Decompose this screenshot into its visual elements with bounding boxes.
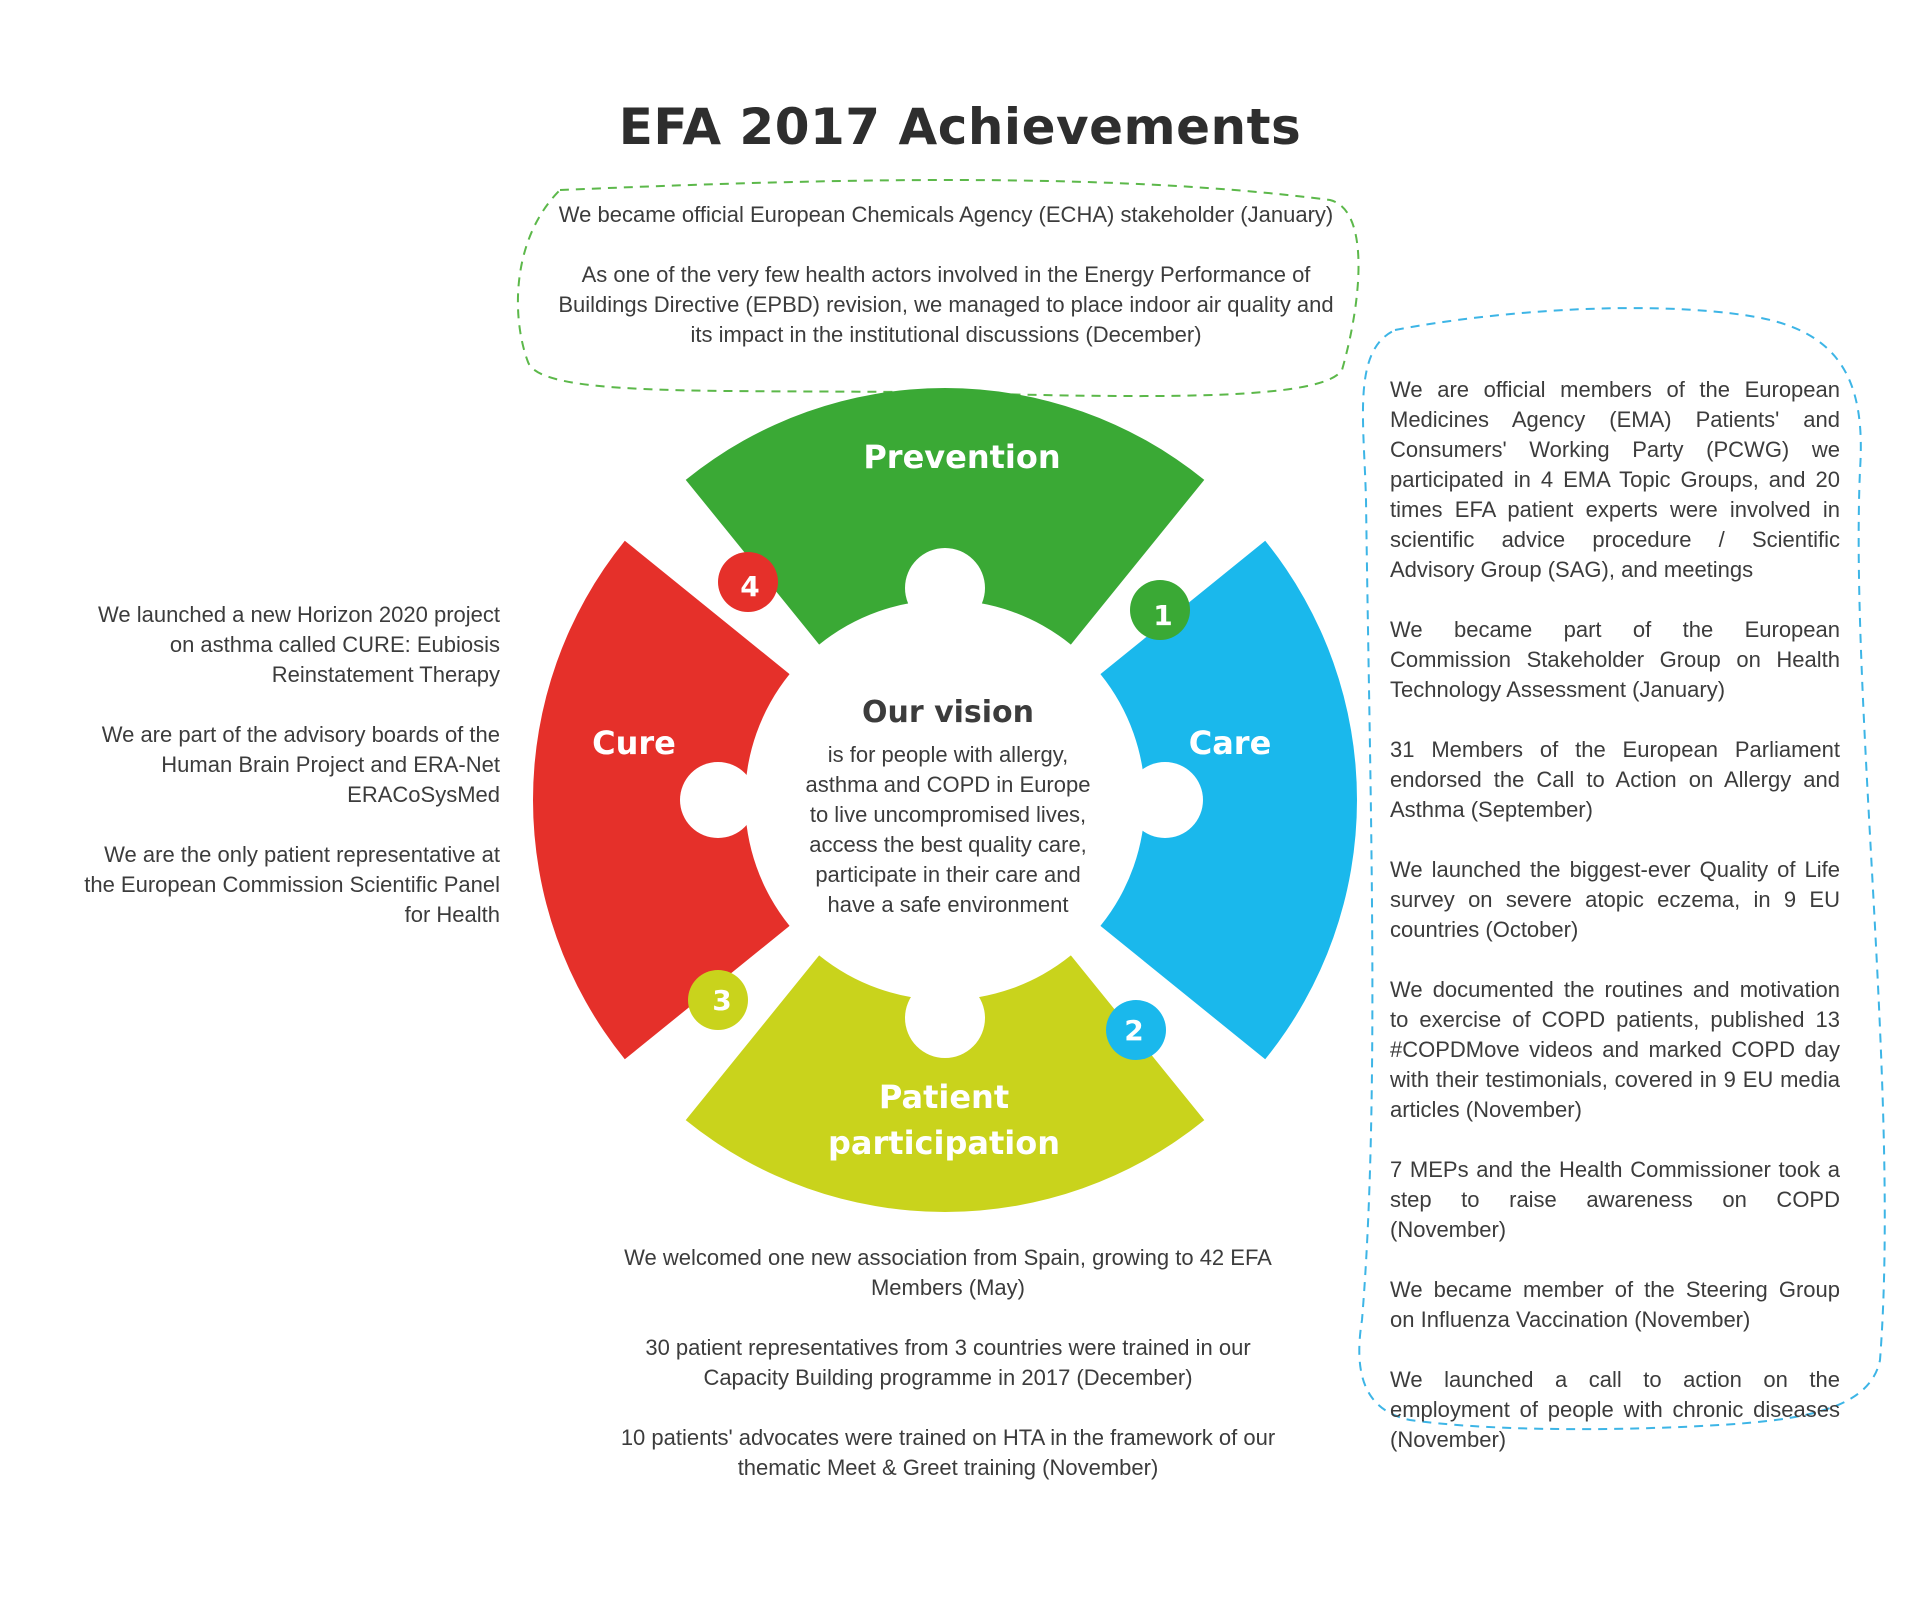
patient-participation-label-line1: Patient [878, 1078, 1010, 1116]
right-item: We became member of the Steering Group on Influenza Vaccination (November) [1390, 1277, 1840, 1332]
right-item: 7 MEPs and the Health Commissioner took a step to raise awareness on COPD (November) [1390, 1157, 1840, 1242]
vision-line: have a safe environment [827, 892, 1069, 917]
left-item: We launched a new Horizon 2020 project on asthma called CURE: Eubiosis Reinstatement Therapy [98, 602, 500, 687]
right-item: We documented the routines and motivation to exercise of COPD patients, published 13 #COPDMove videos and marked COPD day with their testimonials, covered in 9 EU media articles (November) [1390, 977, 1840, 1122]
top-item: As one of the very few health actors involved in the Energy Performance of Buildings Directive (EPBD) revision, we managed to place indoor air quality and its impact in the institutional discussions (December) [558, 262, 1334, 347]
vision-line: asthma and COPD in Europe [805, 772, 1091, 797]
top-item: We became official European Chemicals Agency (ECHA) stakeholder (January) [558, 202, 1334, 227]
number-3: 3 [712, 984, 732, 1017]
prevention-label: Prevention [863, 438, 1061, 476]
right-items [1390, 375, 1840, 1455]
knob-left [680, 762, 756, 838]
right-item: 31 Members of the European Parliament endorsed the Call to Action on Allergy and Asthma (September) [1390, 737, 1840, 822]
number-4: 4 [740, 570, 760, 603]
vision-line: to live uncompromised lives, [809, 802, 1087, 827]
patient-participation-label-line2: participation [827, 1124, 1061, 1162]
vision-line: access the best quality care, [809, 832, 1087, 857]
care-label: Care [1188, 724, 1272, 762]
right-item: We launched the biggest-ever Quality of Life survey on severe atopic eczema, in 9 EU countries (October) [1390, 857, 1840, 942]
number-1: 1 [1153, 599, 1173, 632]
cure-label: Cure [592, 724, 676, 762]
number-2: 2 [1124, 1014, 1144, 1047]
vision-line: participate in their care and [815, 862, 1081, 887]
knob-right [1127, 762, 1203, 838]
top-callout [556, 200, 1336, 350]
knob-top [905, 548, 985, 628]
knob-bottom [905, 978, 985, 1058]
left-items [84, 600, 500, 930]
bottom-items [618, 1243, 1278, 1483]
page-title: EFA 2017 Achievements [618, 98, 1302, 156]
left-item: We are part of the advisory boards of the Human Brain Project and ERA-Net ERACoSysMed [101, 722, 500, 807]
bottom-item: 30 patient representatives from 3 countries were trained in our Capacity Building programme in 2017 (December) [645, 1335, 1251, 1390]
right-item: We became part of the European Commission Stakeholder Group on Health Technology Assessment (January) [1390, 617, 1840, 702]
bottom-item: We welcomed one new association from Spain, growing to 42 EFA Members (May) [624, 1245, 1272, 1300]
right-item: We launched a call to action on the employment of people with chronic diseases (November) [1390, 1367, 1840, 1452]
bottom-item: 10 patients' advocates were trained on HTA in the framework of our thematic Meet & Greet training (November) [620, 1425, 1276, 1480]
left-item: We are the only patient representative at the European Commission Scientific Panel for Health [84, 842, 500, 927]
right-item: We are official members of the European Medicines Agency (EMA) Patients' and Consumers' Working Party (PCWG) we participated in 4 EMA Topic Groups, and 20 times EFA patient experts were involved in scientific advice procedure / Scientific Advisory Group (SAG), and meetings [1390, 377, 1840, 582]
vision-line: is for people with allergy, [827, 742, 1069, 767]
vision-heading: Our vision [861, 695, 1035, 730]
